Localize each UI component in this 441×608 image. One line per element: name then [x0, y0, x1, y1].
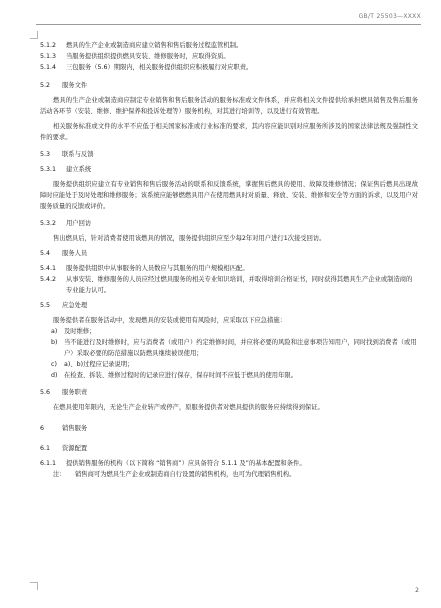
clause-text: 销售服务 [62, 425, 88, 432]
clause-number: 6.1.1 [40, 460, 57, 467]
clause-number: 5.4.2 [40, 276, 57, 283]
clause-number: 5.3.2 [40, 220, 57, 227]
page-number: 2 [415, 587, 419, 594]
note [53, 469, 418, 480]
crop-mark-top-left [30, 31, 38, 39]
spacer [40, 73, 418, 80]
note-text: 销售商可为燃具生产企业或制造商自行设置的销售机构，也可为代理销售机构。 [75, 471, 296, 478]
clause [40, 149, 418, 160]
clause-number: 5.5 [40, 302, 51, 309]
clause-number: 5.6 [40, 389, 51, 396]
header-rule [36, 24, 421, 25]
list-item-label: b) [51, 339, 58, 346]
clause-text: 用户回访 [66, 220, 92, 227]
clause [40, 218, 418, 229]
standard-code: GB/T 25503—XXXX [358, 13, 421, 20]
clause [40, 300, 418, 311]
clause [40, 248, 418, 259]
clause-number: 5.1.3 [40, 53, 57, 60]
paragraph: 相关服务标准或文件的水平不应低于相关国家标准或行业标准的要求，其内容应能识别对应服务所涉及的国家法律法规及强制性文件的要求。 [40, 123, 418, 141]
clause [40, 80, 418, 91]
clause-text: 服务职责 [62, 389, 88, 396]
list-item [51, 370, 418, 381]
clause-number: 5.3 [40, 151, 51, 158]
paragraph: 在燃具使用年限内，无论生产企业转产或停产，原服务提供者对燃具提供的服务应持续得到保证。 [53, 404, 324, 411]
list-item [51, 326, 418, 337]
list-item-text: 在检查、拆装、维修过程时的记录应进行保存，保存时间不应低于燃具的使用年限。 [64, 372, 297, 379]
paragraph: 燃具的生产企业或制造商应制定专业销售和售后服务活动的服务标准或文件体系，并应将相关文件提供给承担燃具销售及售后服务活动各环节（安装、维修、维护保养和投诉处理等）服务机构，对其进行培训等，以及进行有效管理。 [40, 97, 418, 115]
document-body [40, 40, 418, 480]
crop-mark-bottom-left [30, 582, 38, 590]
list-item-text: a)、b)过程应记录说明； [64, 361, 134, 368]
clause-number: 5.1.2 [40, 42, 57, 49]
list-item-text: 及时维修； [64, 328, 96, 335]
clause [40, 458, 418, 469]
clause [40, 423, 418, 434]
clause-text: 提供销售服务的机构（以下简称 “销售商”）应具备符合 5.1.1 及”的基本配置和条件。 [66, 460, 306, 467]
clause-text: 应急处理 [62, 302, 88, 309]
list-item [51, 359, 418, 370]
spacer [40, 434, 418, 443]
clause [40, 387, 418, 398]
clause [40, 164, 418, 175]
clause [40, 263, 418, 274]
paragraph: 服务提供组织应建立有专业销售和售后服务活动的联系和反馈系统，掌握售后燃具的使用、故障及维修情况；保证售后燃具出现故障时应能处于及时处理和维修服务；该系统应能够燃燃具用户在使用燃具时对质量、释放、安装、维修和安全等方面的诉求，以及用户对服务质量的反馈或评价。 [40, 181, 418, 210]
paragraph: 服务提供者在服务活动中，发现燃具的安装或使用有风险时，应采取以下应急措施： [53, 317, 286, 324]
list-item-label: a) [51, 328, 58, 335]
clause-number: 5.2 [40, 82, 51, 89]
note-label: 注： [53, 471, 66, 478]
list-item-label: d) [51, 372, 58, 379]
clause-text: 三包服务（5.6）期限内，相关服务提供组织应积极履行对应职责。 [66, 64, 253, 71]
clause-number: 5.4 [40, 250, 51, 257]
list-item-text: 当不能进行及时维修时，应与消费者（或用户）约定维修时间，并应将必要的风险和注意事项告知用户，同时找到消费者（或用户）采取必要的防范措施以防燃具继续被误使用； [64, 339, 417, 357]
clause-text: 建立系统 [66, 166, 92, 173]
clause [40, 62, 418, 73]
clause [40, 274, 418, 296]
clause-text: 服务文件 [62, 82, 88, 89]
clause-number: 5.4.1 [40, 265, 57, 272]
list-item [51, 337, 418, 359]
clause [40, 40, 418, 51]
clause-number: 6.1 [40, 445, 51, 452]
list-item-label: c) [51, 361, 57, 368]
clause-text: 燃具的生产企业或制造商应建立销售和售后服务过程监管机制。 [66, 42, 243, 49]
clause-number: 5.3.1 [40, 166, 57, 173]
clause-text: 服务人员 [62, 250, 88, 257]
clause-text: 联系与反馈 [62, 151, 94, 158]
clause [40, 443, 418, 454]
clause-text: 当服务提供组织提供燃具安装、维修服务时，应取得资质。 [66, 53, 230, 60]
paragraph: 售出燃具后，针对消费者使用该燃具的情况，服务提供组织应至少每2年对用户进行1次接受回访。 [53, 235, 326, 242]
clause [40, 51, 418, 62]
spacer [40, 413, 418, 423]
clause-text: 服务提供组织中从事服务的人员数应与其服务的用户规模相匹配。 [66, 265, 249, 272]
clause-text: 资源配置 [62, 445, 88, 452]
clause-text: 从事安装、维修服务的人员应经过燃具服务的相关专业知识培训，并取得培训合格证书，同时获得其燃具生产企业或制造商的专业能力认可。 [66, 276, 413, 294]
clause-number: 6 [40, 425, 45, 432]
clause-number: 5.1.4 [40, 64, 57, 71]
